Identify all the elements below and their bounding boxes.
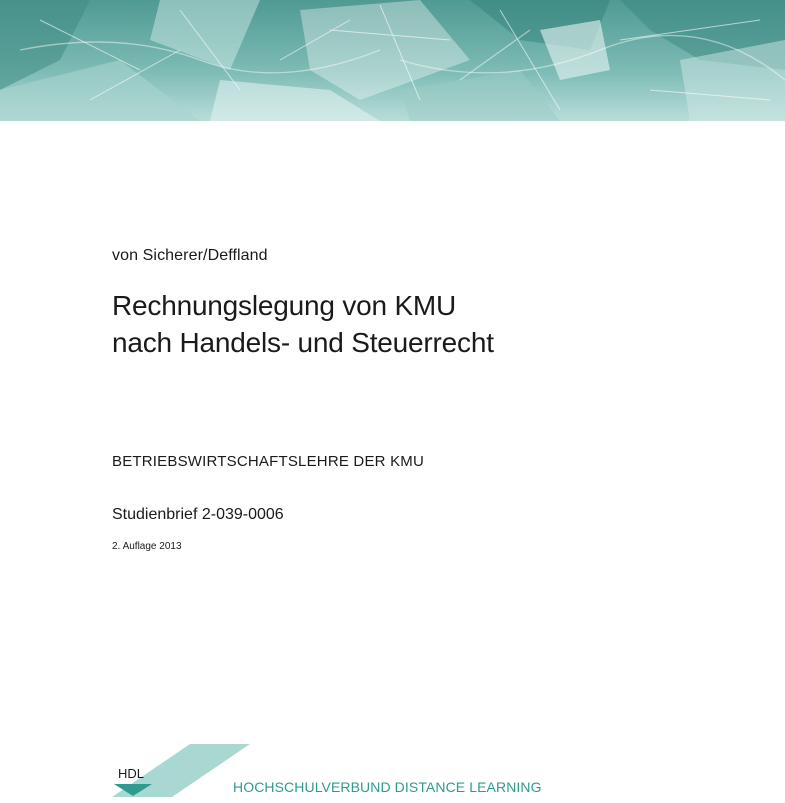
publisher-name: HOCHSCHULVERBUND DISTANCE LEARNING: [233, 779, 542, 795]
edition-line: 2. Auflage 2013: [112, 541, 182, 552]
author-line: von Sicherer/Deffland: [112, 247, 268, 264]
hdl-logo: [110, 742, 250, 798]
title-line-1: Rechnungslegung von KMU: [112, 290, 457, 321]
header-banner-image: [0, 0, 785, 121]
document-title: [112, 287, 494, 361]
series-name: BETRIEBSWIRTSCHAFTSLEHRE DER KMU: [112, 453, 424, 470]
studienbrief-number: Studienbrief 2-039-0006: [112, 506, 284, 523]
title-line-2: nach Handels- und Steuerrecht: [112, 327, 494, 358]
hdl-logo-text: HDL: [118, 766, 145, 781]
